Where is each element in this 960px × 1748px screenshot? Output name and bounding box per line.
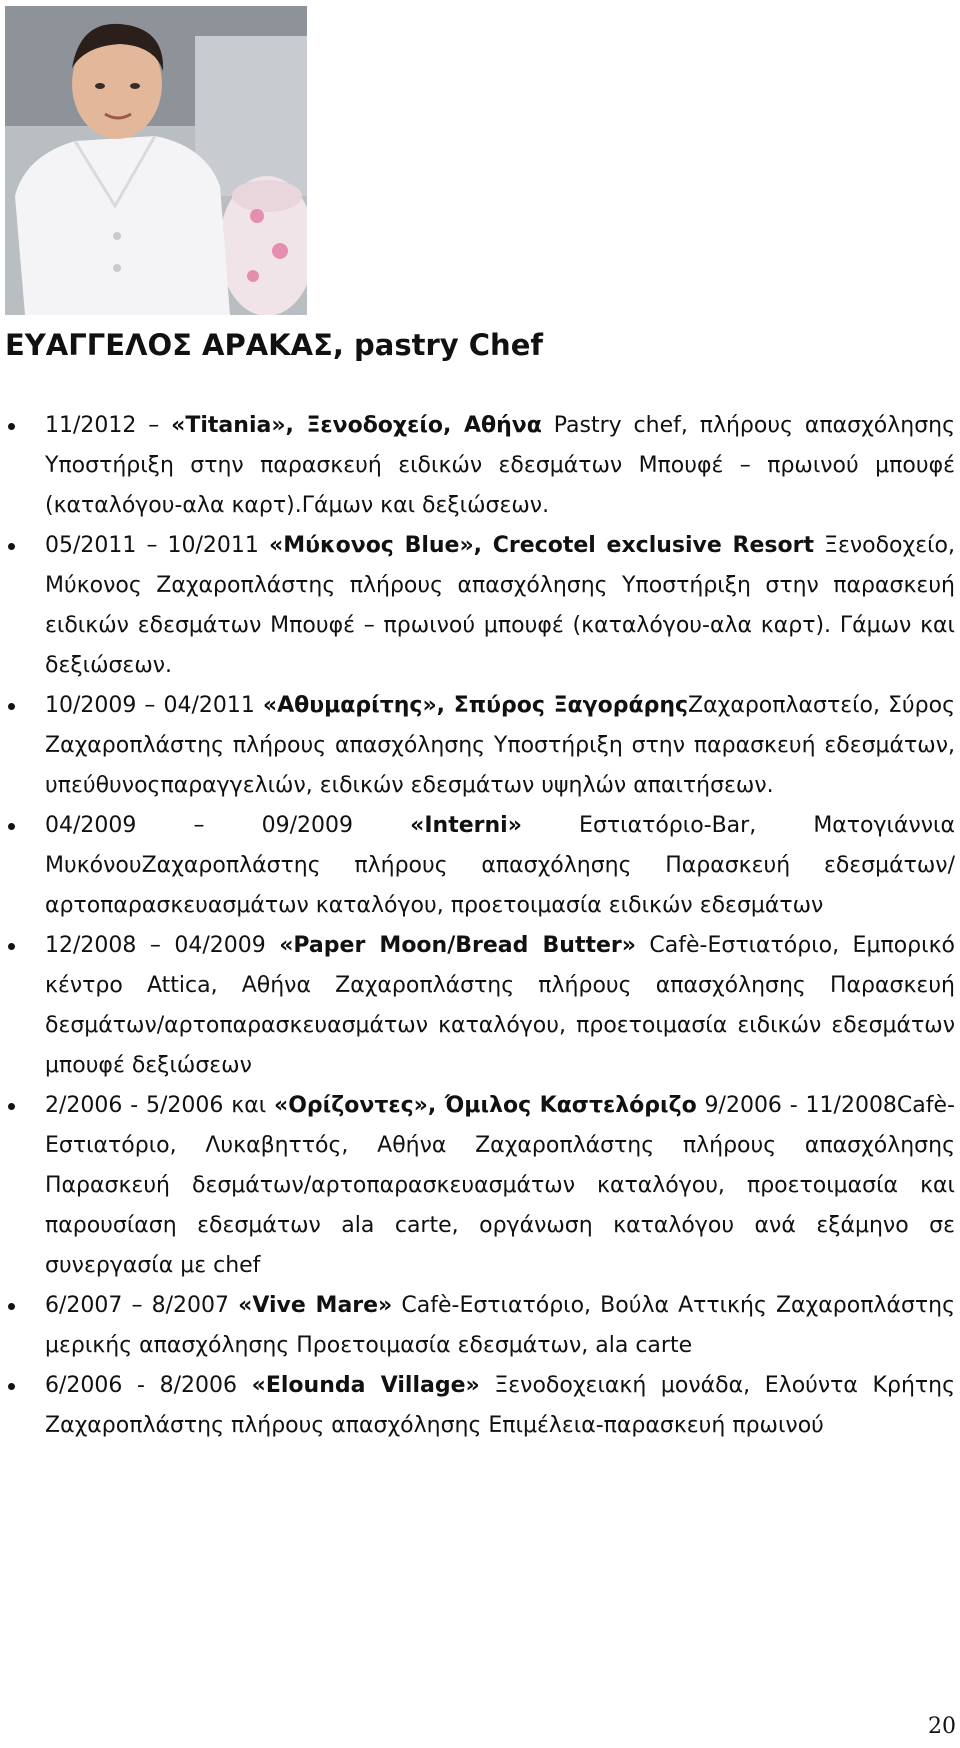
job-item — [45, 806, 955, 926]
job-place: «Paper Moon/Bread Butter» — [279, 933, 636, 958]
job-description: Εστιατόριο-Bar, Ματογιάννια ΜυκόνουΖαχαροπλάστης πλήρους απασχόλησης Παρασκευή εδεσμάτων/αρτοπαρασκευασμάτων καταλόγου, προετοιμασία ειδικών εδεσμάτων — [45, 813, 955, 918]
job-list — [45, 406, 955, 1446]
page-title: ΕΥΑΓΓΕΛΟΣ ΑΡΑΚΑΣ, pastry Chef — [5, 328, 543, 362]
job-item — [45, 686, 955, 806]
job-item — [45, 1286, 955, 1366]
job-place: «Elounda Village» — [251, 1373, 480, 1398]
job-description: Ξενοδοχείο, Μύκονος Ζαχαροπλάστης πλήρους απασχόλησης Υποστήριξη στην παρασκευή ειδικών εδεσμάτων Μπουφέ – πρωινού μπουφέ (καταλόγου-αλα καρτ). Γάμων και δεξιώσεων. — [45, 533, 956, 678]
job-description: Cafè-Εστιατόριο, Βούλα Αττικής Ζαχαροπλάστης μερικής απασχόλησης Προετοιμασία εδεσμάτων, ala carte — [45, 1293, 955, 1358]
job-item — [45, 1086, 955, 1286]
job-place: «Ορίζοντες», Όμιλος Καστελόριζο — [273, 1093, 697, 1118]
job-dates: 05/2011 – 10/2011 — [45, 533, 269, 558]
job-place: «Μύκονος Blue», Crecotel exclusive Resort — [269, 533, 814, 558]
job-place: «Interni» — [410, 813, 522, 838]
job-description: Cafè-Εστιατόριο, Εμπορικό κέντρο Attica, Αθήνα Ζαχαροπλάστης πλήρους απασχόλησης Παρασκευή δεσμάτων/αρτοπαρασκευασμάτων καταλόγου, προετοιμασία ειδικών εδεσμάτων μπουφέ δεξιώσεων — [45, 933, 955, 1078]
job-description: Pastry chef, πλήρους απασχόλησης Υποστήριξη στην παρασκευή ειδικών εδεσμάτων Μπουφέ – πρωινού μπουφέ (καταλόγου-αλα καρτ).Γάμων και δεξιώσεων. — [45, 413, 955, 518]
job-dates: 6/2006 - 8/2006 — [45, 1373, 252, 1398]
job-dates: 6/2007 – 8/2007 — [45, 1293, 239, 1318]
job-place: «Αθυμαρίτης», Σπύρος Ξαγοράρης — [262, 693, 689, 718]
job-dates: 2/2006 - 5/2006 και — [45, 1093, 274, 1118]
job-dates: 10/2009 – 04/2011 — [45, 693, 263, 718]
chef-photo — [5, 6, 307, 315]
job-place: «Vive Mare» — [238, 1293, 393, 1318]
job-description: 9/2006 - 11/2008Cafè-Εστιατόριο, Λυκαβηττός, Αθήνα Ζαχαροπλάστης πλήρους απασχόλησης Παρασκευή δεσμάτων/αρτοπαρασκευασμάτων καταλόγου, προετοιμασία και παρουσίαση εδεσμάτων ala carte, οργάνωση καταλόγου ανά εξάμηνο σε συνεργασία με chef — [45, 1093, 955, 1278]
job-description: Ξενοδοχειακή μονάδα, Ελούντα Κρήτης Ζαχαροπλάστης πλήρους απασχόλησης Επιμέλεια-παρασκευή πρωινού — [45, 1373, 955, 1438]
job-dates: 11/2012 – — [45, 413, 172, 438]
page-number: 20 — [928, 1714, 956, 1739]
job-item — [45, 526, 955, 686]
job-dates: 12/2008 – 04/2009 — [45, 933, 280, 958]
job-dates: 04/2009 – 09/2009 — [45, 813, 411, 838]
chef-photo-graphic — [5, 6, 307, 315]
job-item — [45, 406, 955, 526]
job-place: «Titania», Ξενοδοχείο, Αθήνα — [171, 413, 542, 438]
job-item — [45, 926, 955, 1086]
job-item — [45, 1366, 955, 1446]
job-description: Ζαχαροπλαστείο, Σύρος Ζαχαροπλάστης πλήρους απασχόλησης Υποστήριξη στην παρασκευή εδεσμάτων, υπεύθυνοςπαραγγελιών, ειδικών εδεσμάτων υψηλών απαιτήσεων. — [45, 693, 955, 798]
